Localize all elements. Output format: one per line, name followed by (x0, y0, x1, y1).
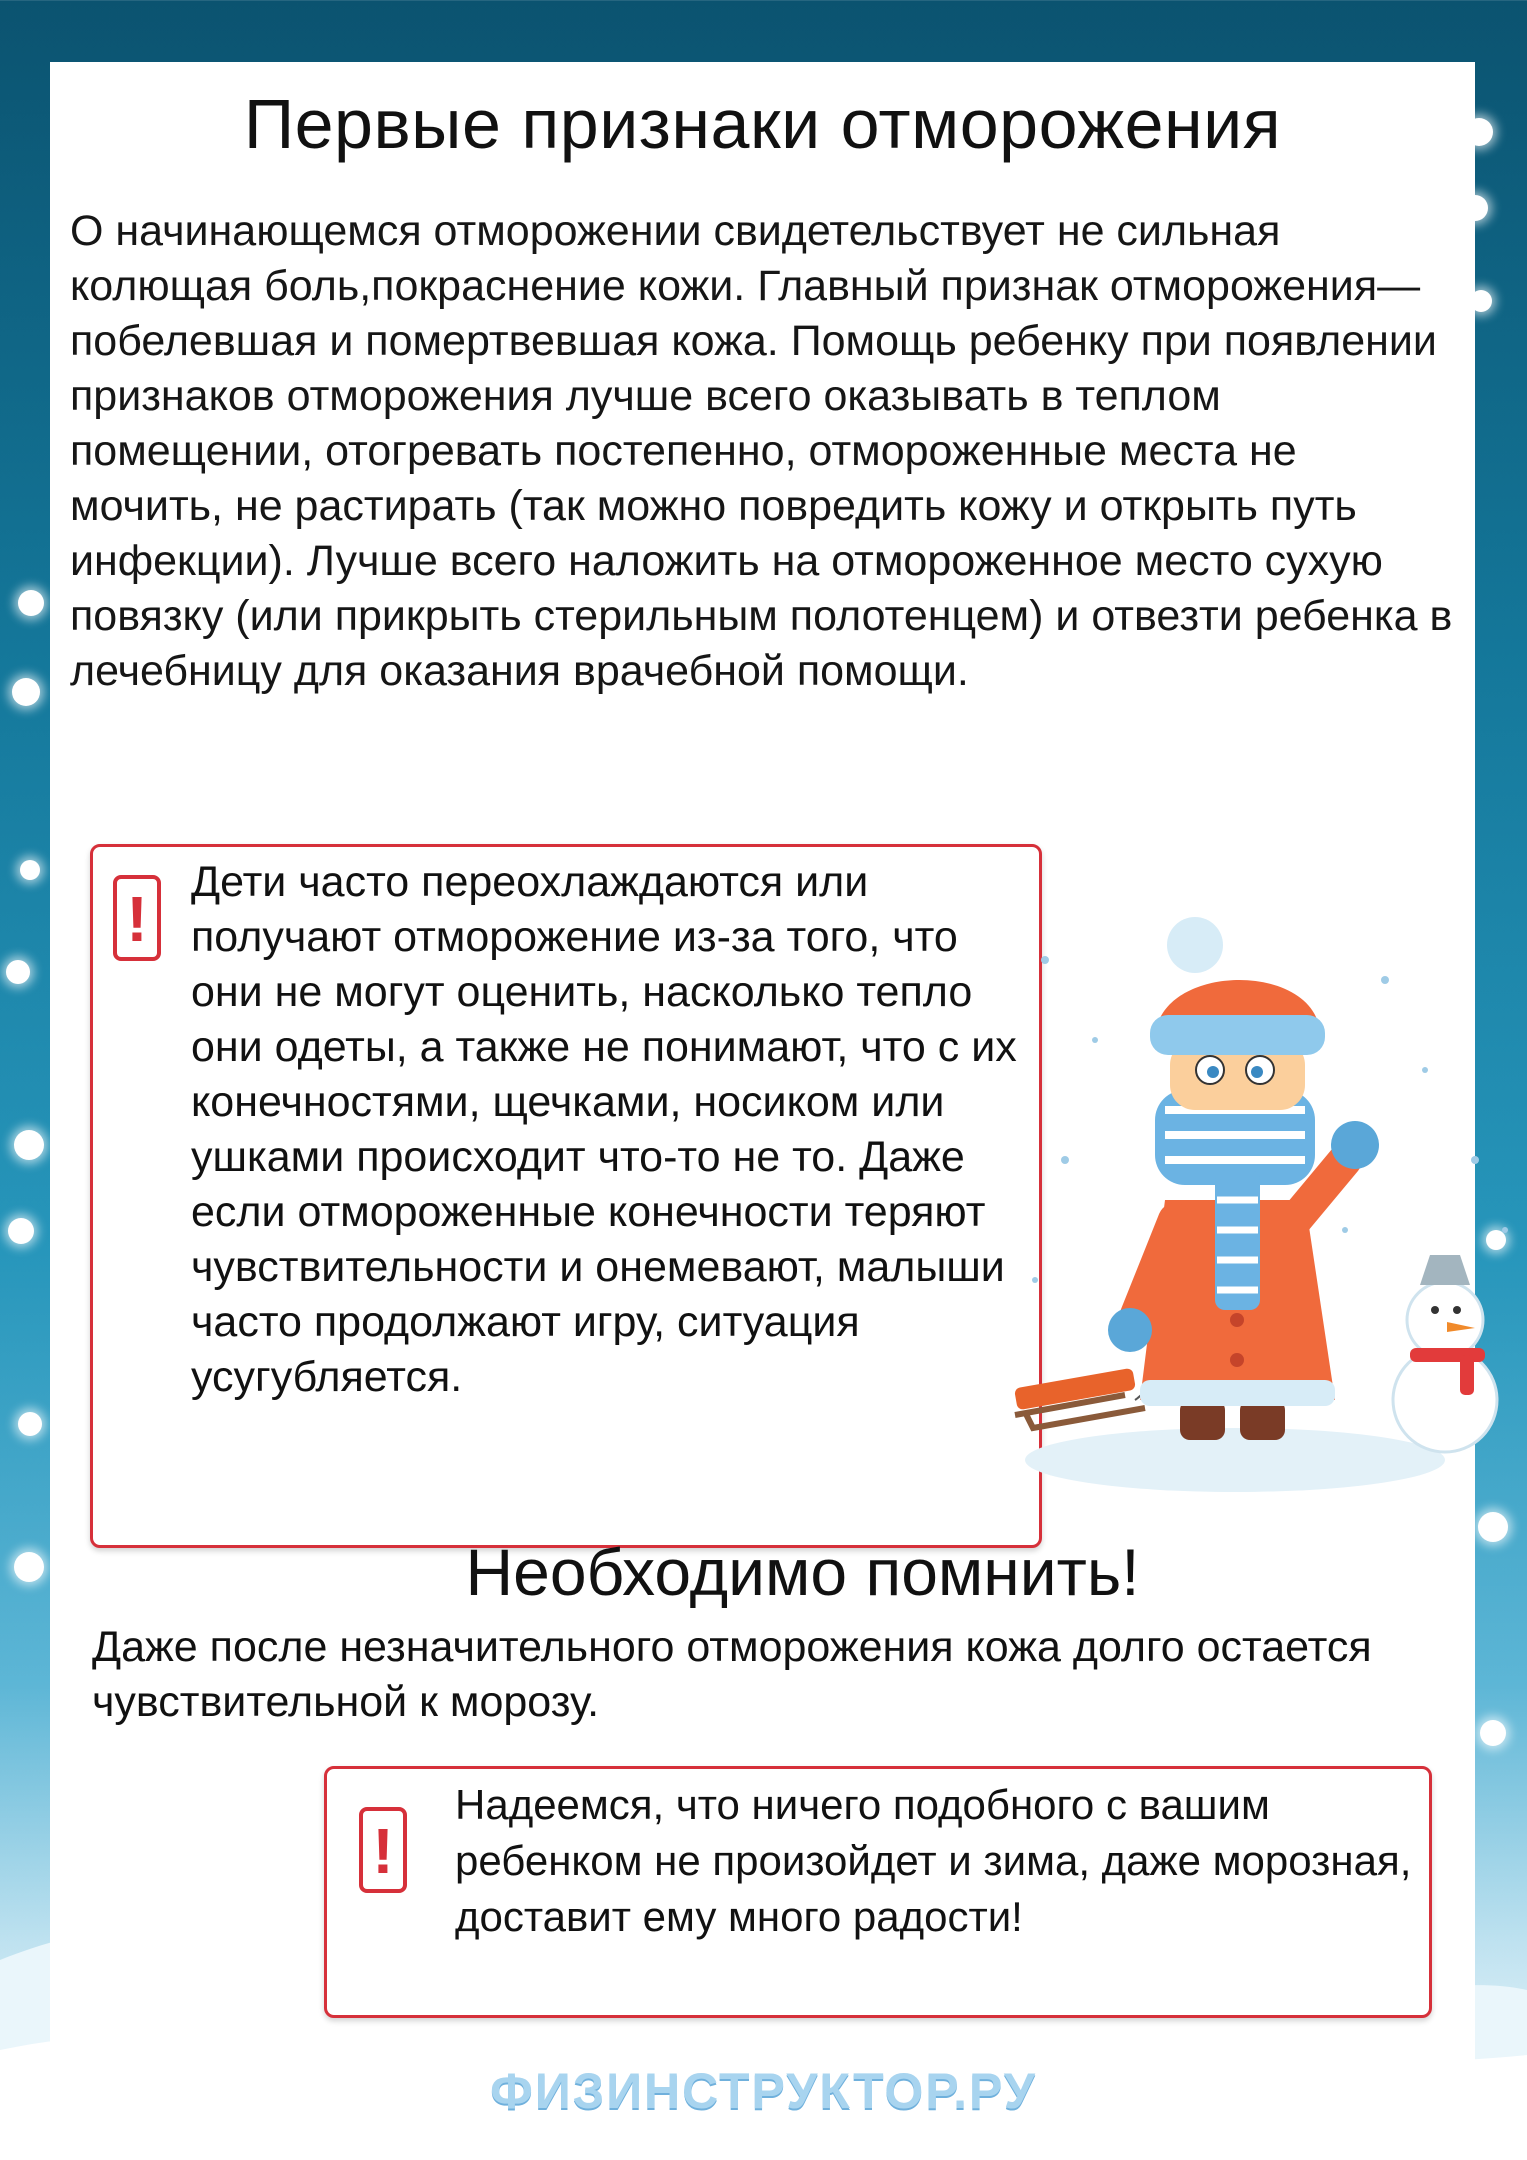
page-title: Первые признаки отморожения (243, 85, 1282, 163)
remember-text: Даже после незначительного отморожения кожа долго остается чувствительной к морозу. (92, 1623, 1372, 1726)
snowflake (12, 678, 40, 706)
warning-text-children: Дети часто переохлаждаются или получают отморожение из-за того, что они не могут оценить, насколько тепло они одеты, а также не понимают, что с их конечностями, щечками, носиком или ушками происходит что-то не то. Даже если отмороженные конечности теряют чувствительности и онемевают, малыши часто продолжают игру, ситуация усугубляется. (191, 858, 1017, 1401)
snowflake (6, 960, 30, 984)
intro-paragraph: О начинающемся отморожении свидетельствует не сильная колющая боль,покраснение кожи. Главный признак отморожения—побелевшая и помертвевшая кожа. Помощь ребенку при появлении признаков отморожения лучше всего оказывать в теплом помещении, отогревать постепенно, отмороженные места не мочить, не растирать (так можно повредить кожу и открыть путь инфекции). Лучше всего наложить на отмороженное место сухую повязку (или прикрыть стерильным полотенцем) и отвезти ребенка в лечебницу для оказания врачебной помощи. (70, 207, 1453, 695)
snowflake (18, 1412, 42, 1436)
warning-box-children (90, 844, 1042, 1548)
child-winter-illustration (1005, 900, 1527, 1500)
snowflake (14, 1552, 44, 1582)
exclamation-icon: ! (359, 1807, 407, 1893)
footer-logo: ФИЗИНСТРУКТОР.РУ (490, 2063, 1037, 2119)
snowflake (18, 590, 44, 616)
snowflake (14, 1130, 44, 1160)
snowflake (20, 860, 40, 880)
remember-heading: Необходимо помнить! (465, 1535, 1140, 1609)
warning-box-hope (324, 1766, 1432, 2018)
snowflake (1478, 1512, 1508, 1542)
exclamation-icon: ! (113, 875, 161, 961)
snowflake (8, 1218, 34, 1244)
snowflake (1480, 1720, 1506, 1746)
snowman-icon (1393, 1255, 1497, 1452)
warning-text-hope: Надеемся, что ничего подобного с вашим ребенком не произойдет и зима, даже морозная, доставит ему много радости! (455, 1781, 1412, 1940)
